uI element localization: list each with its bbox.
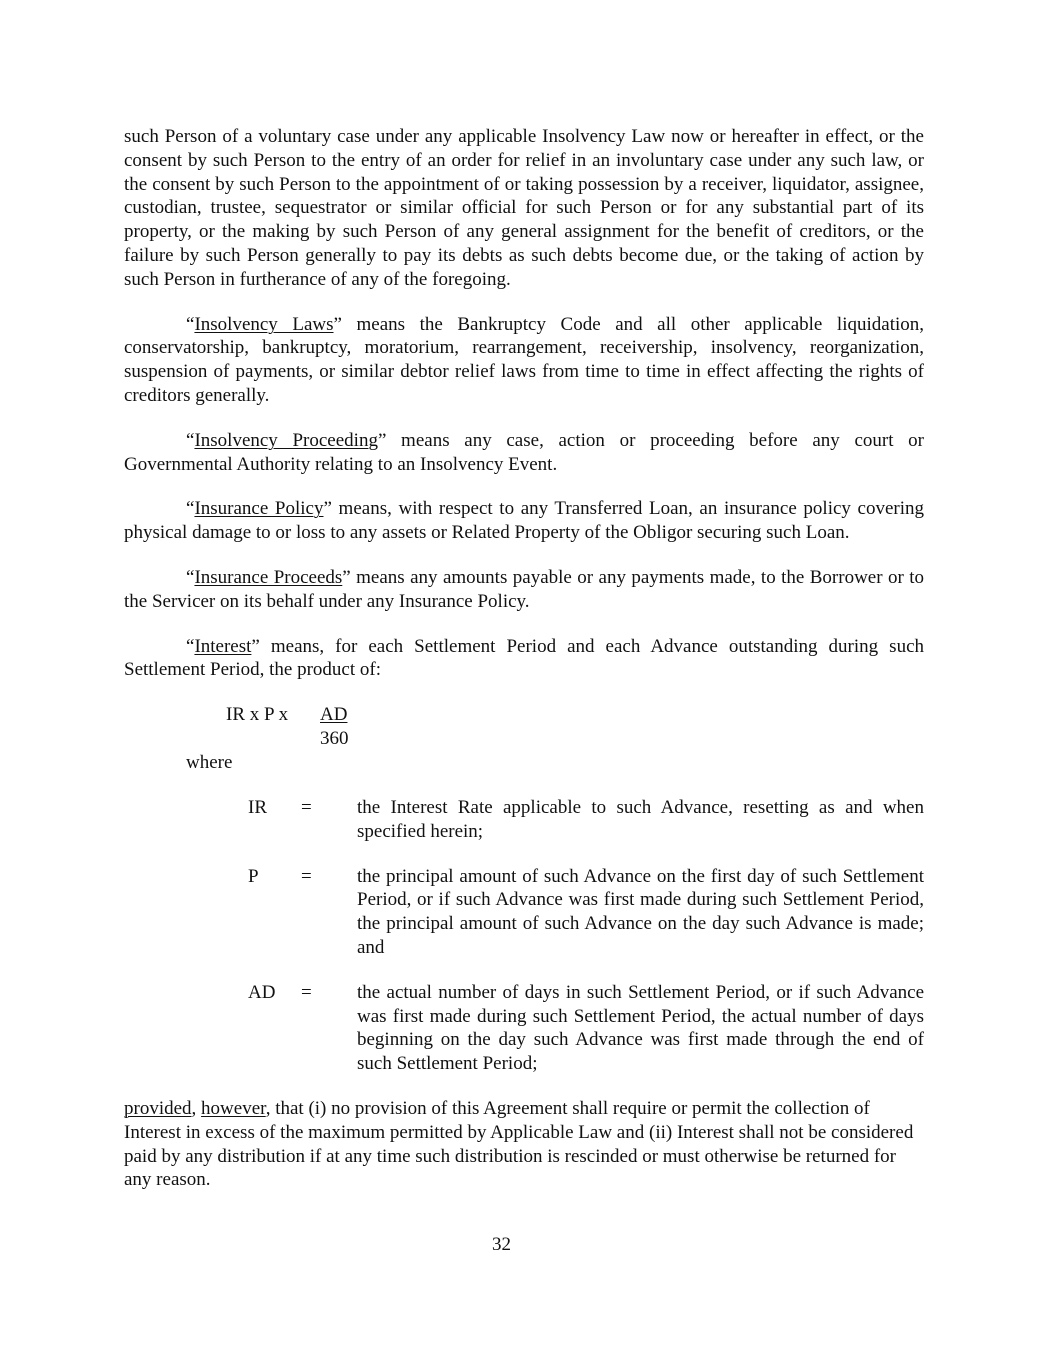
definition-text: ” means the Bankruptcy Code and all other applicable liquidation, conservatorship, bankruptcy, moratorium, rearrangement, receivership, insolvency, reorganization, suspension of payments, or similar debtor relief laws from time to time in effect affecting the rights of creditors generally. <box>124 313 924 406</box>
defined-term: Insurance Proceeds <box>194 566 343 588</box>
proviso-paragraph <box>124 1097 924 1192</box>
variable-description: the actual number of days in such Settlement Period, or if such Advance was first made during such Settlement Period, the actual number of days beginning on the day such Advance was first made through the end of such Settlement Period; <box>357 981 924 1075</box>
formula-denominator: 360 <box>320 728 349 750</box>
document-body <box>124 125 924 1192</box>
formula-numerator: AD <box>320 704 348 726</box>
continued-paragraph: such Person of a voluntary case under any applicable Insolvency Law now or hereafter in effect, or the consent by such Person to the entry of an order for relief in an involuntary case under any such law, or the consent by such Person to the appointment of or taking possession by a receiver, liquidator, assignee, custodian, trustee, sequestrator or similar official for such Person or for any substantial part of its property, or the making by such Person of any general assignment for the benefit of creditors, or the failure by such Person generally to pay its debts as such debts become due, or the taking of action by such Person in furtherance of any of the foregoing. <box>124 126 924 290</box>
variable-symbol: P <box>248 865 259 887</box>
variable-definition-ir <box>124 796 924 844</box>
open-quote: “ <box>186 313 195 335</box>
definition-text: ” means, with respect to any Transferred Loan, an insurance policy covering physical damage to or loss to any assets or Related Property of the Obligor securing such Loan. <box>124 498 925 544</box>
equals-sign: = <box>301 865 312 887</box>
where-label: where <box>186 752 233 774</box>
proviso-text: , that (i) no provision of this Agreement shall require or permit the collection of Interest in excess of the maximum permitted by Applicable Law and (ii) Interest shall not be considered paid by any distribution if at any time such distribution is rescinded or must otherwise be returned for any reason. <box>124 1097 914 1191</box>
proviso-term-provided: provided <box>124 1097 192 1119</box>
variable-description: the Interest Rate applicable to such Advance, resetting as and when specified herein; <box>357 796 924 842</box>
open-quote: “ <box>186 635 195 657</box>
open-quote: “ <box>186 566 195 588</box>
proviso-term-however: however <box>201 1097 266 1119</box>
defined-term: Insolvency Laws <box>194 313 334 335</box>
interest-formula <box>124 703 924 751</box>
variable-definition-ad <box>124 981 924 1076</box>
open-quote: “ <box>186 498 195 520</box>
definition-insolvency-laws <box>124 313 924 408</box>
definition-text: ” means any amounts payable or any payments made, to the Borrower or to the Servicer on its behalf under any Insurance Policy. <box>124 566 924 612</box>
definition-insolvency-proceeding <box>124 429 924 477</box>
open-quote: “ <box>186 429 195 451</box>
definition-text: ” means any case, action or proceeding before any court or Governmental Authority relating to an Insolvency Event. <box>124 429 924 475</box>
formula-multiplier: IR x P x <box>226 704 289 726</box>
defined-term: Insurance Policy <box>194 498 324 520</box>
variable-symbol: IR <box>248 796 267 818</box>
variable-definition-p <box>124 865 924 960</box>
definition-insurance-proceeds <box>124 566 924 614</box>
definition-text: ” means, for each Settlement Period and each Advance outstanding during such Settlement Period, the product of: <box>124 635 924 681</box>
defined-term: Interest <box>194 635 252 657</box>
variable-description: the principal amount of such Advance on the first day of such Settlement Period, or if such Advance was first made during such Settlement Period, the principal amount of such Advance on the day such Advance is made; and <box>357 865 924 958</box>
equals-sign: = <box>301 796 312 818</box>
proviso-comma: , <box>191 1097 202 1119</box>
definition-insurance-policy <box>124 497 924 545</box>
defined-term: Insolvency Proceeding <box>194 429 378 451</box>
equals-sign: = <box>301 981 312 1003</box>
page-number: 32 <box>492 1234 511 1255</box>
variable-symbol: AD <box>248 981 276 1003</box>
definition-interest <box>124 635 924 683</box>
